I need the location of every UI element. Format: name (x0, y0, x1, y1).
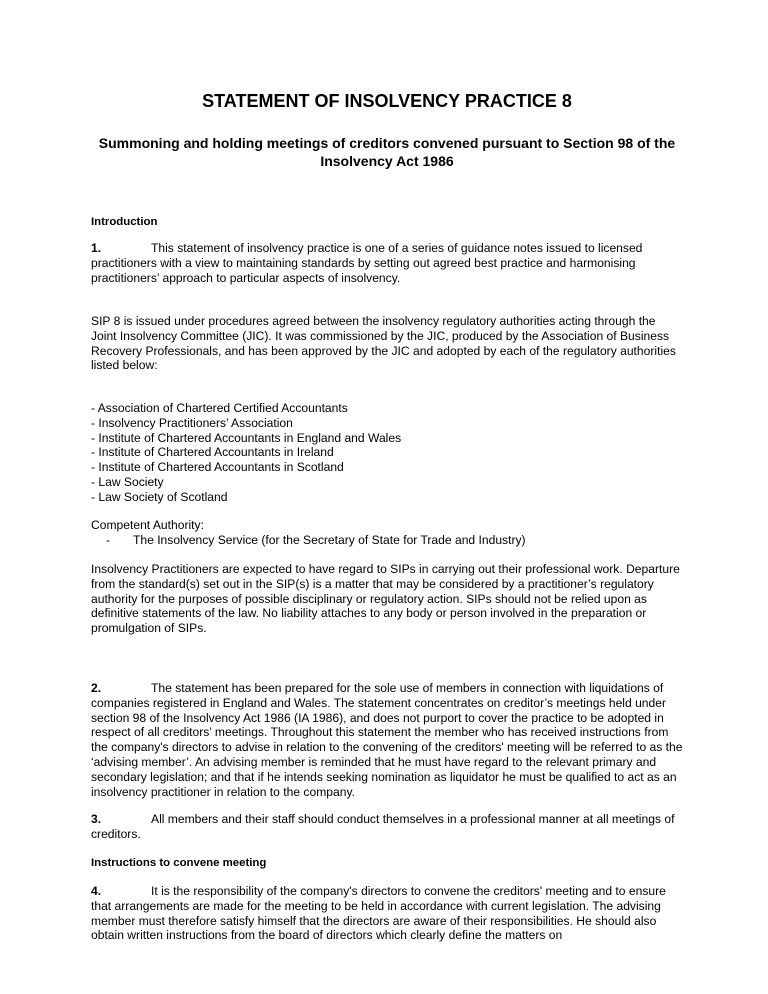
list-item: - Institute of Chartered Accountants in England and Wales (91, 430, 402, 445)
competent-authority (91, 518, 683, 548)
list-item: - Institute of Chartered Accountants in Scotland (91, 460, 344, 475)
paragraph-expected (91, 562, 683, 636)
list-item: - Law Society (91, 474, 164, 489)
paragraph-number: 4. (91, 884, 102, 898)
paragraph-number: 2. (91, 681, 102, 695)
list-item: - Institute of Chartered Accountants in Ireland (91, 445, 334, 460)
paragraph-text: All members and their staff should conduct themselves in a professional manner at all meetings of creditors. (91, 812, 675, 841)
list-item: - Law Society of Scotland (91, 489, 228, 504)
list-dash: - (106, 532, 111, 547)
list-item: - Insolvency Practitioners’ Association (91, 415, 293, 430)
paragraph-sip8 (91, 314, 683, 373)
paragraph-text: This statement of insolvency practice is one of a series of guidance notes issued to licensed practitioners with a view to maintaining standards by setting out agreed best practice and harmonising practitioners’ approach to particular aspects of insolvency. (91, 241, 643, 285)
section-heading-instructions: Instructions to convene meeting (91, 857, 267, 869)
introduction-section (91, 215, 683, 230)
paragraph-3 (91, 812, 683, 842)
instructions-section (91, 856, 683, 871)
paragraph-number: 1. (91, 241, 102, 255)
paragraph-4 (91, 884, 683, 943)
paragraph-text: The statement has been prepared for the sole use of members in connection with liquidations of companies registered in England and Wales. The statement concentrates on creditor’s meetings held under section 98 of the Insolvency Act 1986 (IA 1986), and does not purport to cover the practice to be adopted in respect of all creditors’ meetings. Throughout this statement the member who has received instructions from the company's directors to advise in relation to the convening of the creditors' meeting will be referred to as the ‘advising member’. An advising member is reminded that he must have regard to the relevant primary and secondary legislation; and that if he intends seeking nomination as liquidator he must be qualified to act as an insolvency practitioner in relation to the company. (91, 681, 683, 799)
paragraph-number: 3. (91, 812, 102, 826)
paragraph-text: It is the responsibility of the company's directors to convene the creditors' meeting and to ensure that arrangements are made for the meeting to be held in accordance with current legislation. The advising member must therefore satisfy himself that the directors are aware of their responsibilities. He should also obtain written instructions from the board of directors which clearly define the matters on (91, 884, 666, 943)
competent-authority-label: Competent Authority: (91, 518, 204, 532)
list-item: - Association of Chartered Certified Accountants (91, 401, 348, 415)
paragraph-text: SIP 8 is issued under procedures agreed between the insolvency regulatory authorities acting through the Joint Insolvency Committee (JIC). It was commissioned by the JIC, produced by the Association of Business Recovery Professionals, and has been approved by the JIC and adopted by each of the regulatory authorities listed below: (91, 314, 676, 373)
paragraph-text: Insolvency Practitioners are expected to have regard to SIPs in carrying out their professional work. Departure from the standard(s) set out in the SIP(s) is a matter that may be considered by a practitioner’s regulatory authority for the purposes of possible disciplinary or regulatory action. SIPs should not be relied upon as definitive statements of the law. No liability attaches to any body or person involved in the preparation or promulgation of SIPs. (91, 562, 680, 636)
document-subtitle: Summoning and holding meetings of creditors convened pursuant to Section 98 of the Insolvency Act 1986 (98, 135, 676, 169)
paragraph-2 (91, 681, 683, 799)
document-title: STATEMENT OF INSOLVENCY PRACTICE 8 (202, 91, 572, 111)
competent-authority-item: The Insolvency Service (for the Secretary of State for Trade and Industry) (133, 532, 526, 547)
paragraph-1 (91, 241, 683, 285)
section-heading-introduction: Introduction (91, 216, 158, 228)
regulatory-authorities-list (91, 401, 683, 505)
